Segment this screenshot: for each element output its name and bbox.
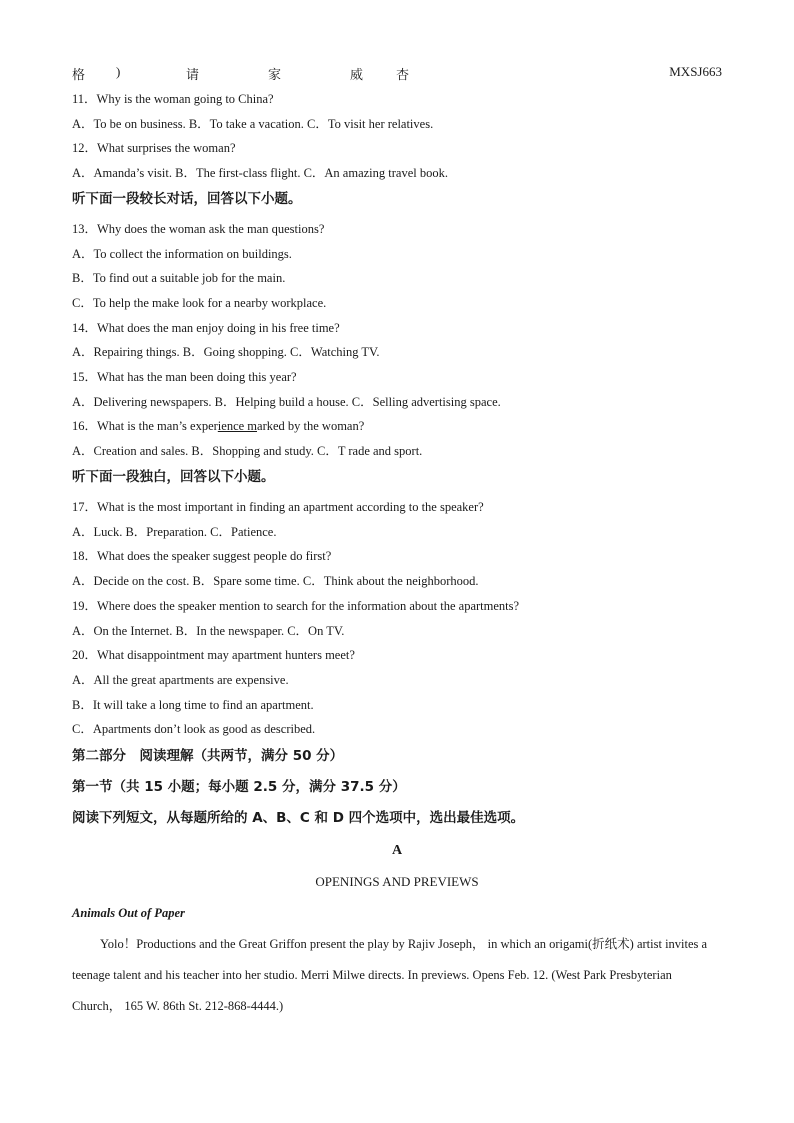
section-heading: 听下面一段独白，回答以下小题。 <box>72 469 275 485</box>
question-options: A．Decide on the cost. B．Spare some time. C．Think about the neighborhood. <box>72 574 479 588</box>
passage-paragraph <box>72 929 722 1022</box>
question-text: 17．What is the most important in finding an apartment according to the speaker? <box>72 500 484 514</box>
section-heading: 听下面一段较长对话，回答以下小题。 <box>72 191 302 207</box>
option-line: C．Apartments don’t look as good as described. <box>72 722 316 736</box>
passage-letter: A <box>391 843 403 858</box>
question-text: 18．What does the speaker suggest people do first? <box>72 549 332 563</box>
option-line: B．To find out a suitable job for the main. <box>72 271 286 285</box>
header-char: 家 <box>268 67 282 82</box>
question-text: 13．Why does the woman ask the man questions? <box>72 222 325 236</box>
header-char: 格 <box>72 67 86 82</box>
option-line: A．To collect the information on buildings. <box>72 247 292 261</box>
header-char: 请 <box>186 67 200 82</box>
question-options: A．Delivering newspapers. B．Helping build a house. C．Selling advertising space. <box>72 395 501 409</box>
option-line: C．To help the make look for a nearby workplace. <box>72 296 327 310</box>
header-char: ) <box>116 64 121 79</box>
part-title: 第二部分 阅读理解（共两节，满分 50 分） <box>72 748 344 764</box>
paragraph-text: Yolo！Productions and the Great Griffon present the play by Rajiv Joseph， in which an origami(折纸术) artist invites a teenage talent and his teacher into her studio. Merri Milwe directs. In previews. Opens Feb. 12. (West Park Presbyterian Church， 165 W. 86th St. 212-868-4444.) <box>72 937 708 1013</box>
question-text: 15．What has the man been doing this year? <box>72 370 297 384</box>
passage-heading: OPENINGS AND PREVIEWS <box>315 874 479 889</box>
page-header <box>72 64 722 82</box>
question-text: 19．Where does the speaker mention to search for the information about the apartments? <box>72 599 520 613</box>
question-options: A．On the Internet. B．In the newspaper. C．On TV. <box>72 624 345 638</box>
option-line: A．All the great apartments are expensive. <box>72 673 289 687</box>
header-char: 杏 <box>396 67 410 82</box>
header-code: MXSJ663 <box>669 64 722 79</box>
question-text: 12．What surprises the woman? <box>72 141 236 155</box>
question-text: 11．Why is the woman going to China? <box>72 92 274 106</box>
section-title: 第一节（共 15 小题；每小题 2.5 分，满分 37.5 分） <box>72 779 406 795</box>
question-options: A．Luck. B．Preparation. C．Patience. <box>72 525 277 539</box>
question-text-start: 16．What is the man’s exper <box>72 419 218 433</box>
question-options: A．Repairing things. B．Going shopping. C．Watching TV. <box>72 345 380 359</box>
option-line: B．It will take a long time to find an apartment. <box>72 698 314 712</box>
question-text <box>72 418 364 434</box>
header-char: 威 <box>350 67 364 82</box>
instruction-text: 阅读下列短文，从每题所给的 A、B、C 和 D 四个选项中，选出最佳选项。 <box>72 810 525 826</box>
question-options: A．Creation and sales. B．Shopping and study. C．T rade and sport. <box>72 444 423 458</box>
question-text: 14．What does the man enjoy doing in his free time? <box>72 321 340 335</box>
item-title: Animals Out of Paper <box>72 906 185 920</box>
underlined-text: ience m <box>217 419 258 433</box>
question-text: 20．What disappointment may apartment hunters meet? <box>72 648 355 662</box>
question-options: A．Amanda’s visit. B．The first-class flight. C．An amazing travel book. <box>72 166 448 180</box>
question-text-end: arked by the woman? <box>257 419 365 433</box>
question-options: A．To be on business. B．To take a vacation. C．To visit her relatives. <box>72 117 434 131</box>
